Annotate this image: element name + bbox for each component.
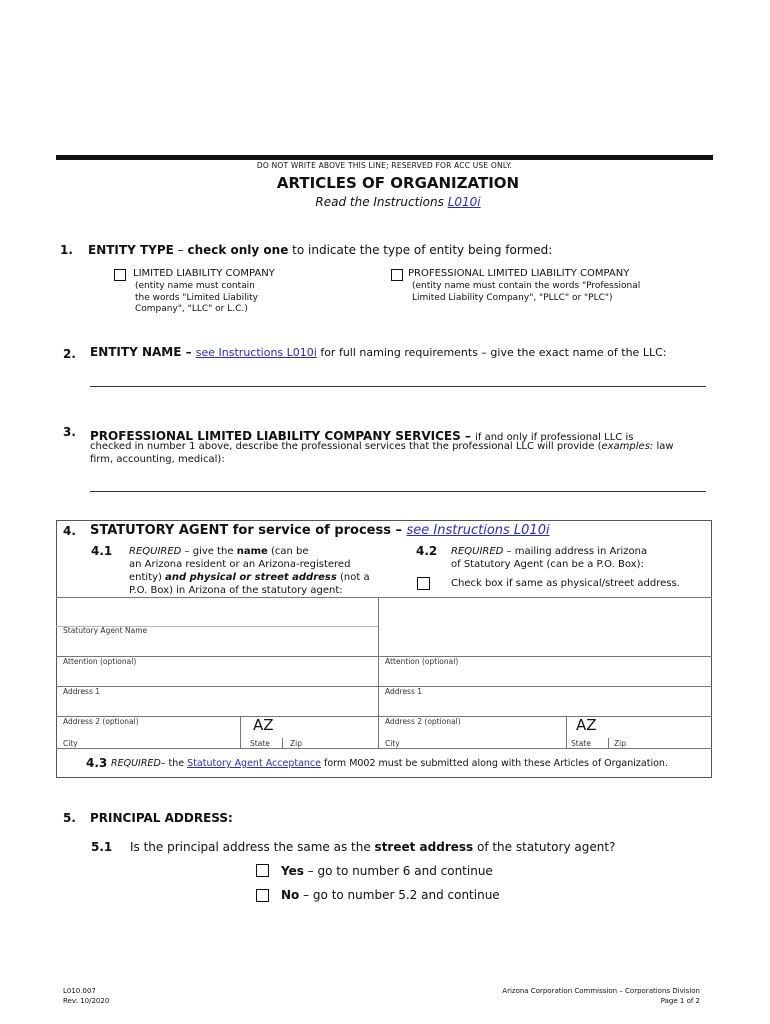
city-label: City (63, 739, 78, 748)
section51-question (130, 840, 615, 854)
section43-number: 4.3 (86, 756, 108, 770)
reserved-notice: DO NOT WRITE ABOVE THIS LINE; RESERVED FOR ACC USE ONLY. (256, 161, 513, 170)
section41-required: REQUIRED (129, 546, 182, 557)
mailing-address2-label: Address 2 (optional) (385, 717, 461, 726)
footer-right (420, 986, 700, 1006)
yes-instruction: – go to number 6 and continue (303, 864, 493, 878)
section43-text-a: – the (160, 758, 188, 769)
section42-line (451, 545, 647, 558)
yes-label: Yes (281, 864, 304, 878)
section3-text: checked in number 1 above, describe the professional services that the professional LLC will provide ( (90, 441, 602, 452)
agency-name: Arizona Corporation Commission – Corporations Division (502, 987, 700, 995)
grid-divider (240, 716, 241, 748)
section3-description (90, 441, 674, 452)
mailing-city-label: City (385, 739, 400, 748)
section4-instructions-link[interactable]: see Instructions L010i (406, 523, 550, 538)
section41-text-d: (not a (336, 572, 370, 583)
mailing-address1-label: Address 1 (385, 687, 423, 696)
pllc-note (412, 281, 640, 304)
grid-line (56, 656, 712, 657)
yes-checkbox[interactable] (256, 864, 269, 877)
section3-examples-line: firm, accounting, medical): (90, 454, 225, 465)
state-value: AZ (253, 716, 274, 734)
mailing-state-value: AZ (576, 716, 597, 734)
section2-heading (90, 345, 666, 359)
state-label: State (250, 739, 270, 748)
agent-name-label: Statutory Agent Name (63, 626, 148, 635)
no-checkbox[interactable] (256, 889, 269, 902)
grid-divider (566, 716, 567, 748)
section41-text (129, 545, 370, 597)
form-code: L010.007 (63, 987, 96, 995)
llc-note (135, 281, 258, 316)
section2-number: 2. (63, 347, 76, 361)
yes-option (281, 864, 493, 878)
section2-title: ENTITY NAME – (90, 345, 196, 359)
section42-line: of Statutory Agent (can be a P.O. Box): (451, 559, 644, 570)
grid-divider (282, 738, 283, 748)
grid-divider (608, 738, 609, 748)
section4-title: STATUTORY AGENT for service of process – (90, 523, 407, 538)
section51-text-b: of the statutory agent? (473, 840, 616, 854)
section41-number: 4.1 (91, 544, 113, 558)
section1-dash: – (173, 243, 188, 257)
reserved-divider (56, 155, 713, 160)
grid-line (56, 686, 712, 687)
section1-emphasis: check only one (187, 243, 289, 257)
section42-required: REQUIRED (451, 546, 504, 557)
zip-label: Zip (290, 739, 302, 748)
llc-note-line: the words "Limited Liability (135, 292, 258, 303)
llc-note-line: Company", "LLC" or L.C.) (135, 304, 248, 314)
section1-heading (88, 243, 552, 257)
section41-line (129, 571, 370, 584)
pllc-note-line: Limited Liability Company", "PLLC" or "PLC") (412, 292, 613, 303)
address2-label: Address 2 (optional) (63, 717, 139, 726)
section42-number: 4.2 (416, 544, 438, 558)
grid-line (56, 716, 712, 717)
page-number: Page 1 of 2 (660, 997, 700, 1005)
section5-heading: PRINCIPAL ADDRESS: (90, 811, 233, 825)
section41-line (129, 545, 370, 558)
entity-name-field[interactable] (90, 386, 706, 387)
pllc-label: PROFESSIONAL LIMITED LIABILITY COMPANY (408, 268, 630, 279)
section5-number: 5. (63, 811, 76, 825)
mailing-attention-label: Attention (optional) (385, 657, 459, 666)
agent-acceptance-link[interactable]: Statutory Agent Acceptance (187, 758, 321, 769)
section43-text-b: form M002 must be submitted along with these Articles of Organization. (321, 758, 668, 769)
section3-number: 3. (63, 425, 76, 439)
section43-text (111, 758, 668, 769)
footer-left (63, 986, 109, 1006)
address1-label: Address 1 (63, 687, 101, 696)
revision-date: Rev: 10/2020 (63, 997, 110, 1005)
llc-label: LIMITED LIABILITY COMPANY (133, 268, 275, 279)
section41-physical: and physical or street address (165, 572, 337, 583)
section41-text-b: (can be (267, 546, 309, 557)
section51-text-a: Is the principal address the same as the (130, 840, 375, 854)
section1-title: ENTITY TYPE (88, 243, 174, 257)
section2-instructions-link[interactable]: see Instructions L010i (195, 346, 317, 359)
section4-heading (90, 523, 550, 538)
llc-checkbox[interactable] (114, 269, 126, 281)
section41-line: P.O. Box) in Arizona of the statutory agent: (129, 585, 343, 596)
no-label: No (281, 888, 300, 902)
section1-number: 1. (60, 243, 73, 257)
professional-services-field[interactable] (90, 491, 706, 492)
agent-name-input[interactable] (57, 598, 377, 625)
section43-required: REQUIRED (111, 758, 161, 769)
section41-line: an Arizona resident or an Arizona-registered (129, 559, 351, 570)
section51-street-address: street address (374, 840, 474, 854)
same-address-label: Check box if same as physical/street address. (451, 578, 680, 589)
same-address-checkbox[interactable] (417, 577, 430, 590)
mailing-zip-label: Zip (614, 739, 626, 748)
page-title: ARTICLES OF ORGANIZATION (276, 174, 520, 192)
section41-text-c: entity) (129, 572, 166, 583)
section51-number: 5.1 (91, 840, 113, 854)
attention-label: Attention (optional) (63, 657, 137, 666)
section3-condition: if and only if professional LLC is (475, 432, 634, 443)
no-instruction: – go to number 5.2 and continue (299, 888, 500, 902)
instructions-link[interactable]: L010i (447, 195, 481, 209)
section42-text-a: – mailing address in Arizona (503, 546, 648, 557)
no-option (281, 888, 500, 902)
mailing-address-input[interactable] (379, 598, 711, 655)
pllc-checkbox[interactable] (391, 269, 403, 281)
section3-examples: examples: (601, 441, 654, 452)
section3-text-end: law (653, 441, 674, 452)
llc-note-line: (entity name must contain (135, 281, 255, 291)
section41-text-a: – give the (181, 546, 237, 557)
grid-line (56, 748, 712, 749)
section41-name: name (236, 546, 268, 557)
section4-number: 4. (63, 524, 76, 538)
section42-text (451, 545, 647, 571)
page-subtitle (56, 195, 740, 209)
section2-instructions: for full naming requirements – give the exact name of the LLC: (316, 346, 667, 359)
subtitle-text: Read the Instructions (315, 195, 448, 209)
pllc-note-line: (entity name must contain the words "Professional (412, 281, 641, 291)
section1-instructions: to indicate the type of entity being formed: (288, 243, 553, 257)
mailing-state-label: State (571, 739, 591, 748)
section3-title: PROFESSIONAL LIMITED LIABILITY COMPANY SERVICES – (90, 429, 476, 443)
